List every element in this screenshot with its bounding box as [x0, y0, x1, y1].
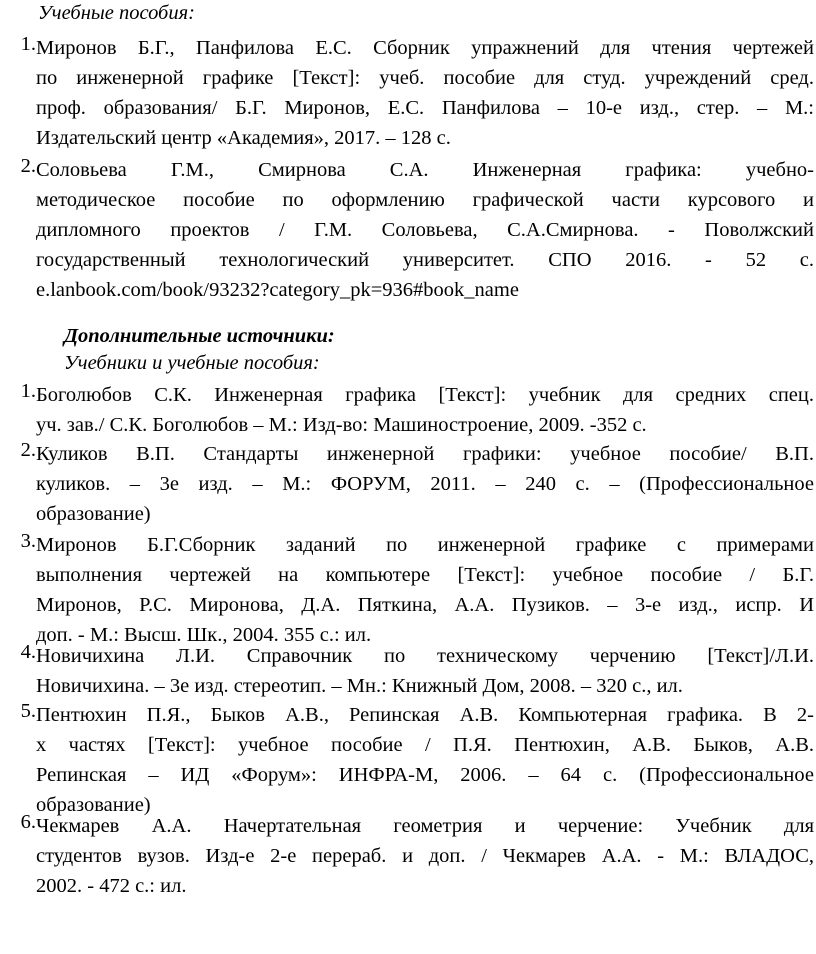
item-text	[36, 641, 814, 701]
section2-heading: Дополнительные источники:	[64, 325, 335, 347]
item-number: 1.	[20, 380, 36, 402]
item-text	[36, 380, 814, 440]
section2-subheading: Учебники и учебные пособия:	[64, 352, 320, 374]
text-line: х частях [Текст]: учебное пособие / П.Я. Пентюхин, А.В. Быков, А.В.	[36, 734, 814, 756]
text-line: Пентюхин П.Я., Быков А.В., Репинская А.В. Компьютерная графика. В 2-	[36, 704, 814, 726]
item-number: 4.	[20, 641, 36, 663]
text-line: Новичихина. – 3е изд. стереотип. – Мн.: Книжный Дом, 2008. – 320 с., ил.	[36, 675, 683, 697]
text-line: Миронов Б.Г., Панфилова Е.С. Сборник упражнений для чтения чертежей	[36, 37, 814, 59]
item-number: 3.	[20, 530, 36, 552]
text-line: Соловьева Г.М., Смирнова С.А. Инженерная графика: учебно-	[36, 159, 814, 181]
item-text	[36, 155, 814, 305]
item-number: 2.	[20, 439, 36, 461]
text-line: государственный технологический университет. СПО 2016. - 52 с.	[36, 249, 814, 271]
text-line: по инженерной графике [Текст]: учеб. пособие для студ. учреждений сред.	[36, 67, 814, 89]
item-number: 5.	[20, 700, 36, 722]
text-line: доп. - М.: Высш. Шк., 2004. 355 с.: ил.	[36, 624, 372, 646]
text-line: уч. зав./ С.К. Боголюбов – М.: Изд-во: Машиностроение, 2009. -352 с.	[36, 414, 647, 436]
text-line: Новичихина Л.И. Справочник по техническому черчению [Текст]/Л.И.	[36, 645, 814, 667]
text-line: Миронов, Р.С. Миронова, Д.А. Пяткина, А.А. Пузиков. – 3-е изд., испр. И	[36, 594, 814, 616]
text-line: Издательский центр «Академия», 2017. – 128 с.	[36, 127, 451, 149]
text-line: Репинская – ИД «Форум»: ИНФРА-М, 2006. – 64 с. (Профессиональное	[36, 764, 814, 786]
text-line: Чекмарев А.А. Начертательная геометрия и черчение: Учебник для	[36, 815, 814, 837]
text-line: студентов вузов. Изд-е 2-е перераб. и доп. / Чекмарев А.А. - М.: ВЛАДОС,	[36, 845, 814, 867]
text-line: образование)	[36, 503, 151, 525]
item-text	[36, 700, 814, 820]
text-line: образование)	[36, 794, 151, 816]
text-line: проф. образования/ Б.Г. Миронов, Е.С. Панфилова – 10-е изд., стер. – М.:	[36, 97, 814, 119]
item-text	[36, 33, 814, 153]
text-line: Боголюбов С.К. Инженерная графика [Текст]: учебник для средних спец.	[36, 384, 814, 406]
text-line: куликов. – 3е изд. – М.: ФОРУМ, 2011. – 240 с. – (Профессиональное	[36, 473, 814, 495]
text-line: выполнения чертежей на компьютере [Текст]: учебное пособие / Б.Г.	[36, 564, 814, 586]
text-line: 2002. - 472 с.: ил.	[36, 875, 187, 897]
text-line: Куликов В.П. Стандарты инженерной графики: учебное пособие/ В.П.	[36, 443, 814, 465]
text-line: Миронов Б.Г.Сборник заданий по инженерной графике с примерами	[36, 534, 814, 556]
item-text	[36, 530, 814, 650]
section1-heading: Учебные пособия:	[38, 2, 195, 24]
item-number: 1.	[20, 33, 36, 55]
text-line: дипломного проектов / Г.М. Соловьева, С.А.Смирнова. - Поволжский	[36, 219, 814, 241]
item-number: 6.	[20, 811, 36, 833]
item-text	[36, 811, 814, 901]
text-line: e.lanbook.com/book/93232?category_pk=936#book_name	[36, 279, 519, 301]
text-line: методическое пособие по оформлению графической части курсового и	[36, 189, 814, 211]
item-text	[36, 439, 814, 529]
item-number: 2.	[20, 155, 36, 177]
